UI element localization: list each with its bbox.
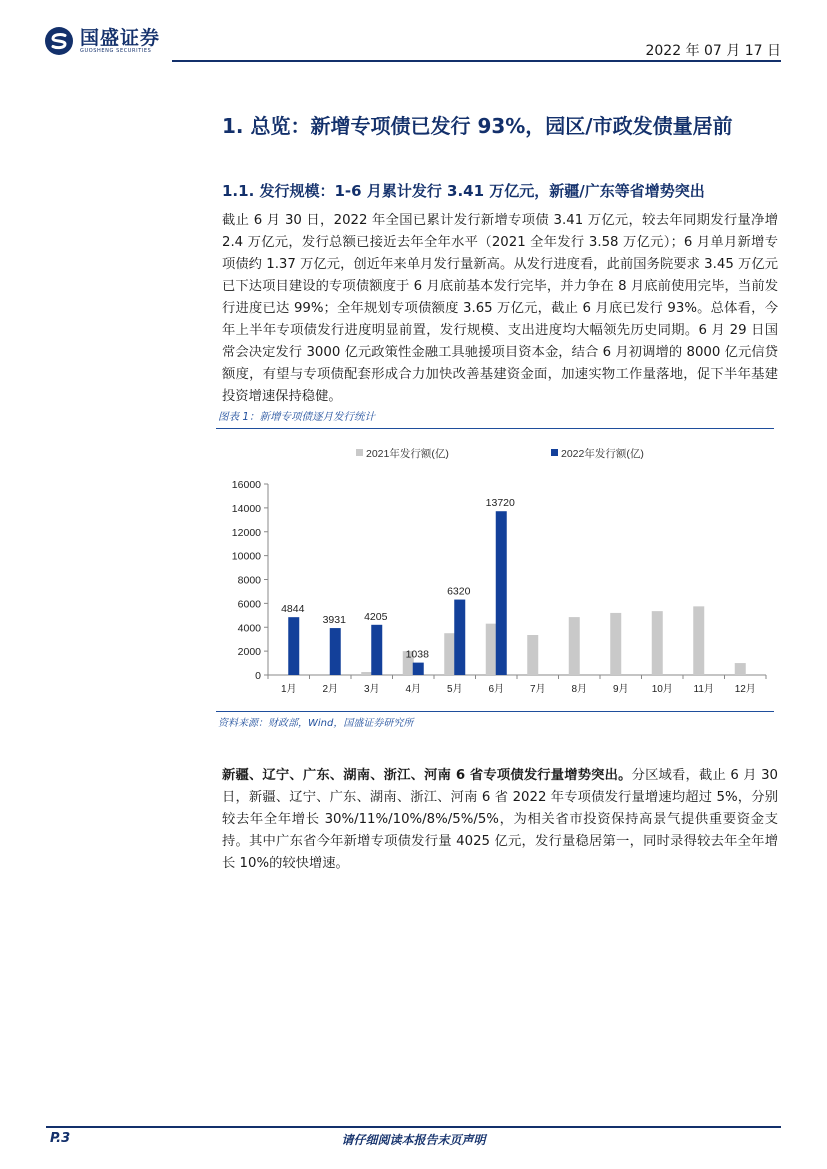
- logo-wordmark: 国盛证券: [80, 26, 161, 49]
- guosheng-logo-icon: [44, 26, 74, 56]
- bar-2021: [527, 635, 538, 675]
- bar-2021: [486, 624, 497, 675]
- footer-divider: [46, 1126, 781, 1128]
- bar-2021: [693, 606, 704, 675]
- x-tick-label: 8月: [571, 684, 588, 695]
- logo-english-name: GUOSHENG SECURITIES: [80, 47, 152, 54]
- y-tick-label: 16000: [231, 479, 261, 491]
- figure-title: 图表 1：新增专项债逐月发行统计: [218, 411, 376, 423]
- x-tick-label: 1月: [280, 684, 297, 695]
- bar-2022: [496, 511, 507, 675]
- x-tick-label: 5月: [446, 684, 463, 695]
- bar-data-label: 3931: [322, 614, 346, 627]
- figure-bottom-rule: [216, 711, 774, 712]
- legend-swatch: [356, 449, 363, 456]
- figure-top-rule: [216, 428, 774, 429]
- logo: [44, 24, 160, 58]
- bar-2021: [652, 611, 663, 675]
- x-tick-label: 3月: [363, 684, 380, 695]
- report-date: 2022 年 07 月 17 日: [645, 43, 781, 59]
- y-tick-label: 14000: [231, 502, 261, 515]
- bar-2022: [330, 628, 341, 675]
- figure-source: 资料来源：财政部，Wind，国盛证券研究所: [218, 718, 414, 729]
- bar-2021: [735, 663, 746, 675]
- bar-2022: [413, 663, 424, 675]
- header-divider: [172, 60, 781, 62]
- bar-2022: [288, 617, 299, 675]
- x-tick-label: 11月: [693, 684, 714, 695]
- x-tick-label: 10月: [651, 684, 673, 695]
- y-tick-label: 2000: [237, 646, 261, 659]
- section-heading: 1. 总览：新增专项债已发行 93%，园区/市政发债量居前: [222, 114, 733, 138]
- bar-2022: [371, 625, 382, 675]
- x-tick-label: 12月: [734, 684, 756, 695]
- subsection-heading: 1.1. 发行规模：1-6 月累计发行 3.41 万亿元，新疆/广东等省增势突出: [222, 182, 705, 200]
- bar-2021: [610, 613, 621, 675]
- legend-label: 2021年发行额(亿): [366, 448, 449, 460]
- bar-2021: [361, 672, 372, 675]
- bar-data-label: 6320: [447, 585, 471, 598]
- x-tick-label: 2月: [322, 684, 339, 695]
- bar-2021: [444, 633, 455, 675]
- x-tick-label: 4月: [405, 684, 422, 695]
- footer-disclaimer: 请仔细阅读本报告末页声明: [341, 1133, 486, 1147]
- page-number: P.3: [50, 1131, 71, 1146]
- y-tick-label: 12000: [231, 526, 261, 539]
- bar-2022: [454, 600, 465, 675]
- y-tick-label: 0: [255, 670, 261, 682]
- paragraph-body: 分区域看，截止 6 月 30 日，新疆、辽宁、广东、湖南、浙江、河南 6 省 2022 年专项债发行量增速均超过 5%，分别较去年全年增长 30%/11%/10%/8%/5%/5%，为相关省市投资保持高景气提供重要资金支持。其中广东省今年新增专项债发行量 4025 亿元，发行量稳居第一，同时录得较去年全年增长 10%的较快增速。: [222, 768, 778, 871]
- bar-2021: [569, 617, 580, 675]
- y-tick-label: 10000: [231, 550, 261, 563]
- body-paragraph-2: [222, 765, 778, 875]
- paragraph-lead: 新疆、辽宁、广东、湖南、浙江、河南 6 省专项债发行量增势突出。: [222, 768, 632, 783]
- monthly-issuance-bar-chart: [216, 432, 774, 708]
- x-tick-label: 6月: [488, 684, 505, 695]
- x-tick-label: 9月: [612, 684, 629, 695]
- bar-data-label: 13720: [485, 497, 515, 510]
- y-tick-label: 8000: [237, 574, 261, 587]
- bar-data-label: 4844: [281, 603, 305, 616]
- body-paragraph-1: 截止 6 月 30 日，2022 年全国已累计发行新增专项债 3.41 万亿元，较去年同期发行量净增 2.4 万亿元，发行总额已接近去年全年水平（2021 全年发行 3.58 万亿元）；6 月单月新增专项债约 1.37 万亿元，创近年来单月发行量新高。从发行进度看，此前国务院要求 3.45 万亿元已下达项目建设的专项债额度于 6 月底前基本发行完毕，并力争在 8 月底前使用完毕，当前发行进度已达 99%；全年规划专项债额度 3.65 万亿元，截止 6 月底已发行 93%。总体看，今年上半年专项债发行进度明显前置，发行规模、支出进度均大幅领先历史同期。6 月 29 日国常会决定发行 3000 亿元政策性金融工具驰援项目资本金，结合 6 月初调增的 8000 亿元信贷额度，有望与专项债配套形成合力加快改善基建资金面，加速实物工作量落地，促下半年基建投资增速保持稳健。: [222, 213, 778, 404]
- legend-swatch: [551, 449, 558, 456]
- x-tick-label: 7月: [529, 684, 546, 695]
- y-tick-label: 6000: [237, 598, 261, 611]
- legend-label: 2022年发行额(亿): [561, 448, 644, 460]
- y-tick-label: 4000: [237, 622, 261, 635]
- bar-data-label: 4205: [364, 610, 388, 623]
- bar-data-label: 1038: [405, 648, 429, 661]
